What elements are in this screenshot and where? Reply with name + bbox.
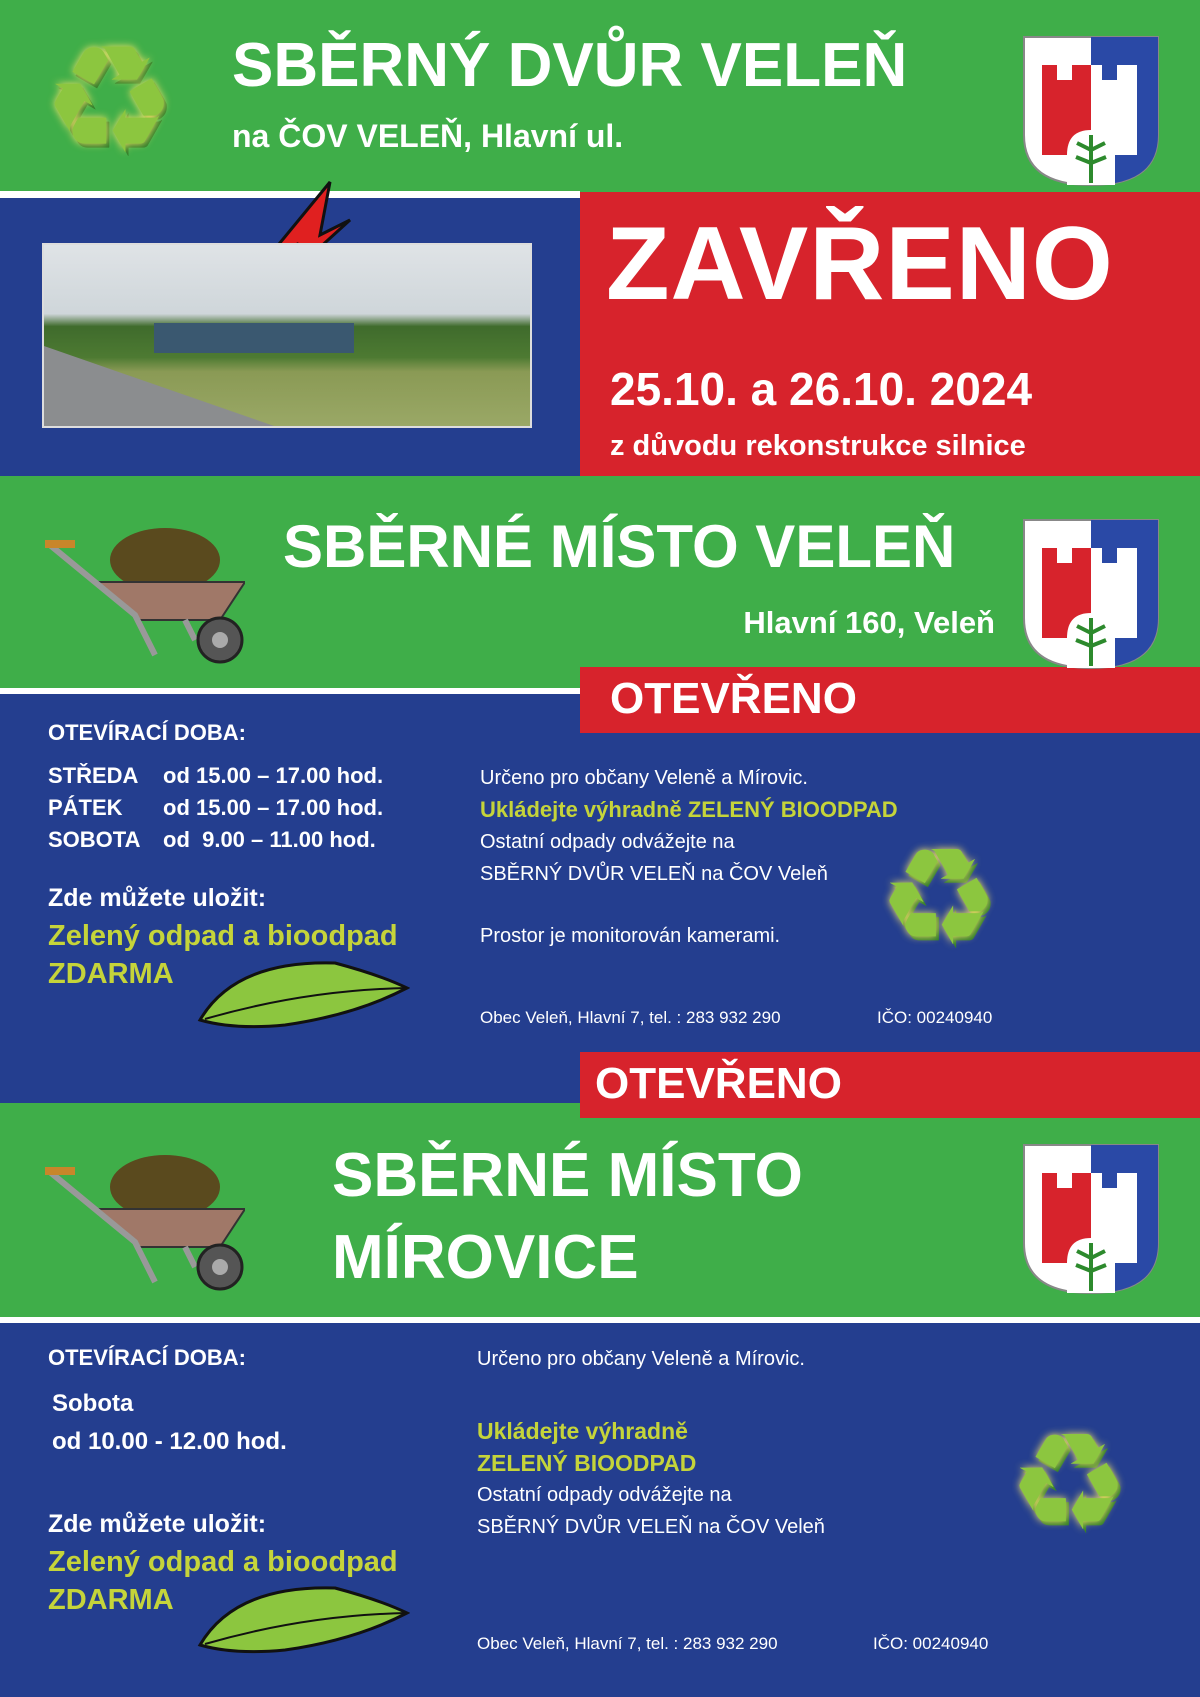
hours-row xyxy=(48,824,383,856)
info-line: Určeno pro občany Veleně a Mírovic. xyxy=(477,1348,805,1370)
section3-title-line2: MÍROVICE xyxy=(332,1223,639,1292)
recycle-icon: ♻ xyxy=(42,16,177,184)
hours-heading: OTEVÍRACÍ DOBA: xyxy=(48,720,246,745)
hours-time: od 9.00 – 11.00 hod. xyxy=(163,827,376,852)
closed-reason: z důvodu rekonstrukce silnice xyxy=(610,430,1026,462)
store-heading: Zde můžete uložit: xyxy=(48,1510,267,1538)
section2-address: Hlavní 160, Veleň xyxy=(743,605,995,640)
hours-row xyxy=(48,760,383,792)
wheelbarrow-icon xyxy=(45,1152,245,1297)
info-line: Určeno pro občany Veleně a Mírovic. xyxy=(480,767,808,789)
recycle-icon: ♻ xyxy=(1008,1407,1130,1558)
info-line: Ostatní odpady odvážejte na xyxy=(477,1484,732,1506)
hours-day: STŘEDA xyxy=(48,763,139,788)
building xyxy=(154,323,354,353)
leaf-icon xyxy=(195,955,410,1030)
hours-day: SOBOTA xyxy=(48,827,141,852)
hours-heading: OTEVÍRACÍ DOBA: xyxy=(48,1345,246,1370)
divider xyxy=(0,1317,1200,1323)
info-line: Prostor je monitorován kamerami. xyxy=(480,925,781,947)
open-status: OTEVŘENO xyxy=(595,1059,842,1108)
section2-title: SBĚRNÉ MÍSTO VELEŇ xyxy=(283,513,956,580)
closed-dates: 25.10. a 26.10. 2024 xyxy=(610,363,1033,415)
store-heading: Zde můžete uložit: xyxy=(48,884,267,912)
hours-time: od 15.00 – 17.00 hod. xyxy=(163,763,384,788)
contact: Obec Veleň, Hlavní 7, tel. : 283 932 290 xyxy=(477,1634,778,1653)
ico: IČO: 00240940 xyxy=(873,1634,989,1653)
hours-time: od 15.00 – 17.00 hod. xyxy=(163,795,384,820)
coat-of-arms-icon xyxy=(1022,1143,1160,1295)
hours-day: Sobota xyxy=(52,1390,134,1417)
info-line: SBĚRNÝ DVŮR VELEŇ na ČOV Veleň xyxy=(480,863,828,885)
info-block xyxy=(480,762,898,952)
info-highlight: Ukládejte výhradně xyxy=(477,1418,688,1444)
section1-subtitle: na ČOV VELEŇ, Hlavní ul. xyxy=(232,118,624,154)
store-free: ZDARMA xyxy=(48,958,174,990)
store-items: Zelený odpad a bioodpad xyxy=(48,920,398,952)
coat-of-arms-icon xyxy=(1022,35,1160,187)
info-highlight: Ukládejte výhradně ZELENÝ BIOODPAD xyxy=(480,797,898,822)
ico: IČO: 00240940 xyxy=(877,1008,993,1027)
open-status: OTEVŘENO xyxy=(610,674,857,723)
coat-of-arms-icon xyxy=(1022,518,1160,670)
leaf-icon xyxy=(195,1580,410,1655)
info-highlight: ZELENÝ BIOODPAD xyxy=(477,1450,697,1476)
store-items: Zelený odpad a bioodpad xyxy=(48,1546,398,1578)
hours-time: od 10.00 - 12.00 hod. xyxy=(52,1428,287,1455)
site-photo xyxy=(42,243,532,428)
store-free: ZDARMA xyxy=(48,1584,174,1616)
divider xyxy=(0,688,580,694)
info-line: SBĚRNÝ DVŮR VELEŇ na ČOV Veleň xyxy=(477,1516,825,1538)
hours-row xyxy=(48,792,383,824)
info-line: Ostatní odpady odvážejte na xyxy=(480,831,735,853)
info-block xyxy=(477,1343,825,1543)
wheelbarrow-icon xyxy=(45,525,245,670)
section3-title-line1: SBĚRNÉ MÍSTO xyxy=(332,1141,803,1210)
section1-title: SBĚRNÝ DVŮR VELEŇ xyxy=(232,31,908,100)
closed-status: ZAVŘENO xyxy=(606,206,1114,322)
hours-day: PÁTEK xyxy=(48,795,123,820)
hours-list xyxy=(48,760,383,856)
contact: Obec Veleň, Hlavní 7, tel. : 283 932 290 xyxy=(480,1008,781,1027)
recycle-icon: ♻ xyxy=(878,822,1000,973)
